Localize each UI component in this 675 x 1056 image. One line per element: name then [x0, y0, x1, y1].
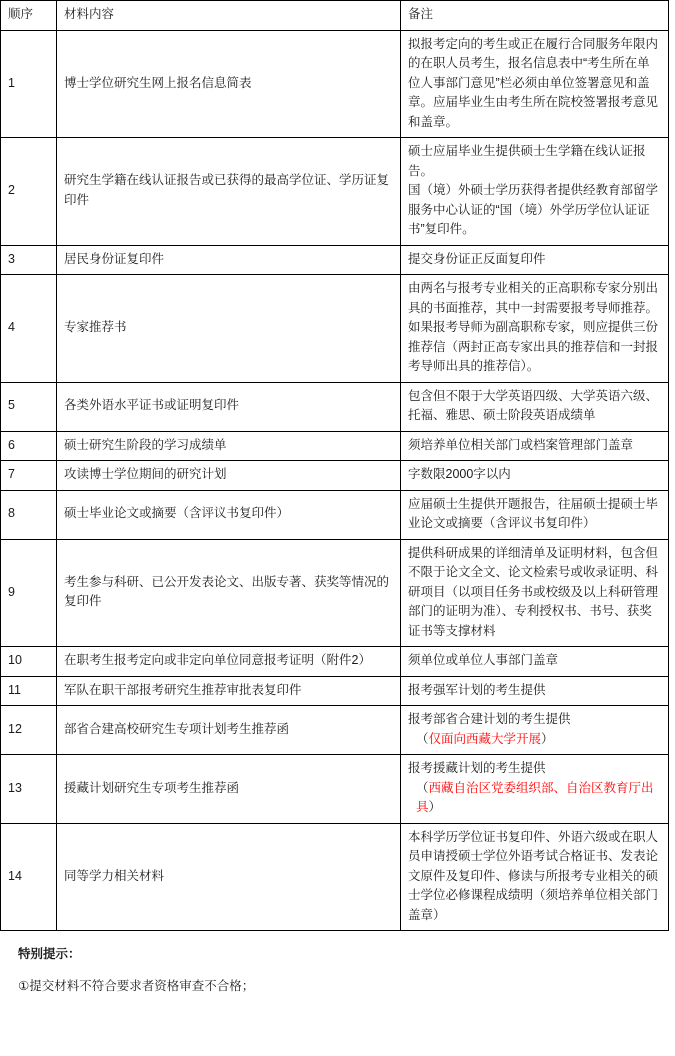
remark-red-text: 仅面向西藏大学开展	[428, 731, 542, 746]
table-row	[1, 245, 669, 275]
special-notice-section	[0, 944, 675, 996]
row-remark	[401, 382, 669, 431]
remark-line-highlight	[408, 730, 661, 750]
row-material-name: 在职考生报考定向或非定向单位同意报考证明（附件2）	[57, 647, 401, 677]
remark-line: 硕士应届毕业生提供硕士生学籍在线认证报告。	[408, 144, 646, 178]
row-sequence: 8	[1, 490, 57, 539]
table-row	[1, 431, 669, 461]
row-sequence: 1	[1, 30, 57, 138]
row-sequence: 14	[1, 823, 57, 931]
special-notice-title: 特别提示：	[18, 947, 81, 961]
row-sequence: 13	[1, 755, 57, 824]
row-material-name: 研究生学籍在线认证报告或已获得的最高学位证、学历证复印件	[57, 138, 401, 246]
row-material-name: 居民身份证复印件	[57, 245, 401, 275]
row-sequence: 10	[1, 647, 57, 677]
row-sequence: 4	[1, 275, 57, 383]
row-sequence: 5	[1, 382, 57, 431]
remark-line: 须单位或单位人事部门盖章	[408, 653, 559, 667]
row-remark	[401, 431, 669, 461]
row-sequence: 7	[1, 461, 57, 491]
table-row	[1, 138, 669, 246]
remark-line: 报考援藏计划的考生提供	[408, 761, 546, 775]
row-material-name: 硕士毕业论文或摘要（含评议书复印件）	[57, 490, 401, 539]
row-material-name: 部省合建高校研究生专项计划考生推荐函	[57, 706, 401, 755]
row-remark	[401, 755, 669, 824]
remark-line: 报考部省合建计划的考生提供	[408, 712, 571, 726]
remark-line: 应届硕士生提供开题报告，往届硕士提硕士毕业论文或摘要（含评议书复印件）	[408, 496, 659, 530]
remark-line-highlight	[408, 779, 661, 818]
remark-line: 字数限2000字以内	[408, 467, 511, 481]
remark-line: 须培养单位相关部门或档案管理部门盖章	[408, 437, 634, 452]
row-remark	[401, 245, 669, 275]
row-remark	[401, 138, 669, 246]
row-material-name: 军队在职干部报考研究生推荐审批表复印件	[57, 676, 401, 706]
remark-line: 提供科研成果的详细清单及证明材料，包含但不限于论文全文、论文检索号或收录证明、科研项目（以项目任务书或校级及以上科研管理部门的证明为准）、专利授权书、书号、获奖证书等支撑材料	[408, 545, 659, 638]
table-row	[1, 706, 669, 755]
row-sequence: 6	[1, 431, 57, 461]
row-remark	[401, 275, 669, 383]
paren-close: ）	[428, 800, 442, 814]
table-row	[1, 647, 669, 677]
row-remark	[401, 539, 669, 647]
table-row	[1, 275, 669, 383]
paren-open: （	[416, 780, 429, 795]
row-remark	[401, 461, 669, 491]
table-row	[1, 30, 669, 138]
remark-line: 本科学历学位证书复印件、外语六级或在职人员申请授硕士学位外语考试合格证书、发表论文原件及复印件、修读与所报考专业相关的硕士学位必修课程成绩明（须培养单位相关部门盖章）	[408, 829, 659, 922]
row-remark	[401, 30, 669, 138]
remark-red-text: 西藏自治区党委组织部、自治区教育厅出具	[416, 780, 654, 814]
row-remark	[401, 490, 669, 539]
row-sequence: 11	[1, 676, 57, 706]
row-sequence: 3	[1, 245, 57, 275]
remark-line: 提交身份证正反面复印件	[408, 251, 546, 266]
table-row	[1, 382, 669, 431]
column-header-material-content: 材料内容	[57, 1, 401, 31]
remark-line: 报考强军计划的考生提供	[408, 682, 546, 697]
row-material-name: 考生参与科研、已公开发表论文、出版专著、获奖等情况的复印件	[57, 539, 401, 647]
remark-line: 包含但不限于大学英语四级、大学英语六级、托福、雅思、硕士阶段英语成绩单	[408, 388, 659, 422]
table-row	[1, 755, 669, 824]
row-material-name: 各类外语水平证书或证明复印件	[57, 382, 401, 431]
row-remark	[401, 676, 669, 706]
remark-line: 由两名与报考专业相关的正高职称专家分别出具的书面推荐，其中一封需要报考导师推荐。如果报考导师为副高职称专家，则应提供三份推荐信（两封正高专家出具的推荐信和一封报考导师出具的推荐信）。	[408, 281, 659, 373]
row-remark	[401, 823, 669, 931]
table-row	[1, 461, 669, 491]
remark-line: 拟报考定向的考生或正在履行合同服务年限内的在职人员考生，报名信息表中“考生所在单位人事部门意见”栏必须由单位签署意见和盖章。应届毕业生由考生所在院校签署报考意见和盖章。	[408, 36, 659, 129]
row-material-name: 专家推荐书	[57, 275, 401, 383]
row-material-name: 硕士研究生阶段的学习成绩单	[57, 431, 401, 461]
row-sequence: 12	[1, 706, 57, 755]
row-material-name: 攻读博士学位期间的研究计划	[57, 461, 401, 491]
table-header-row	[1, 1, 669, 31]
table-row	[1, 676, 669, 706]
row-material-name: 同等学力相关材料	[57, 823, 401, 931]
remark-line: 国（境）外硕士学历获得者提供经教育部留学服务中心认证的“国（境）外学历学位认证证书”复印件。	[408, 183, 659, 236]
row-remark	[401, 647, 669, 677]
row-material-name: 博士学位研究生网上报名信息简表	[57, 30, 401, 138]
row-material-name: 援藏计划研究生专项考生推荐函	[57, 755, 401, 824]
table-row	[1, 823, 669, 931]
special-notice-item: ①提交材料不符合要求者资格审查不合格；	[18, 979, 255, 993]
row-sequence: 2	[1, 138, 57, 246]
row-remark	[401, 706, 669, 755]
row-sequence: 9	[1, 539, 57, 647]
paren-close: ）	[541, 731, 554, 746]
column-header-remarks: 备注	[401, 1, 669, 31]
table-row	[1, 490, 669, 539]
paren-open: （	[416, 731, 429, 746]
table-row	[1, 539, 669, 647]
column-header-sequence: 顺序	[1, 1, 57, 31]
